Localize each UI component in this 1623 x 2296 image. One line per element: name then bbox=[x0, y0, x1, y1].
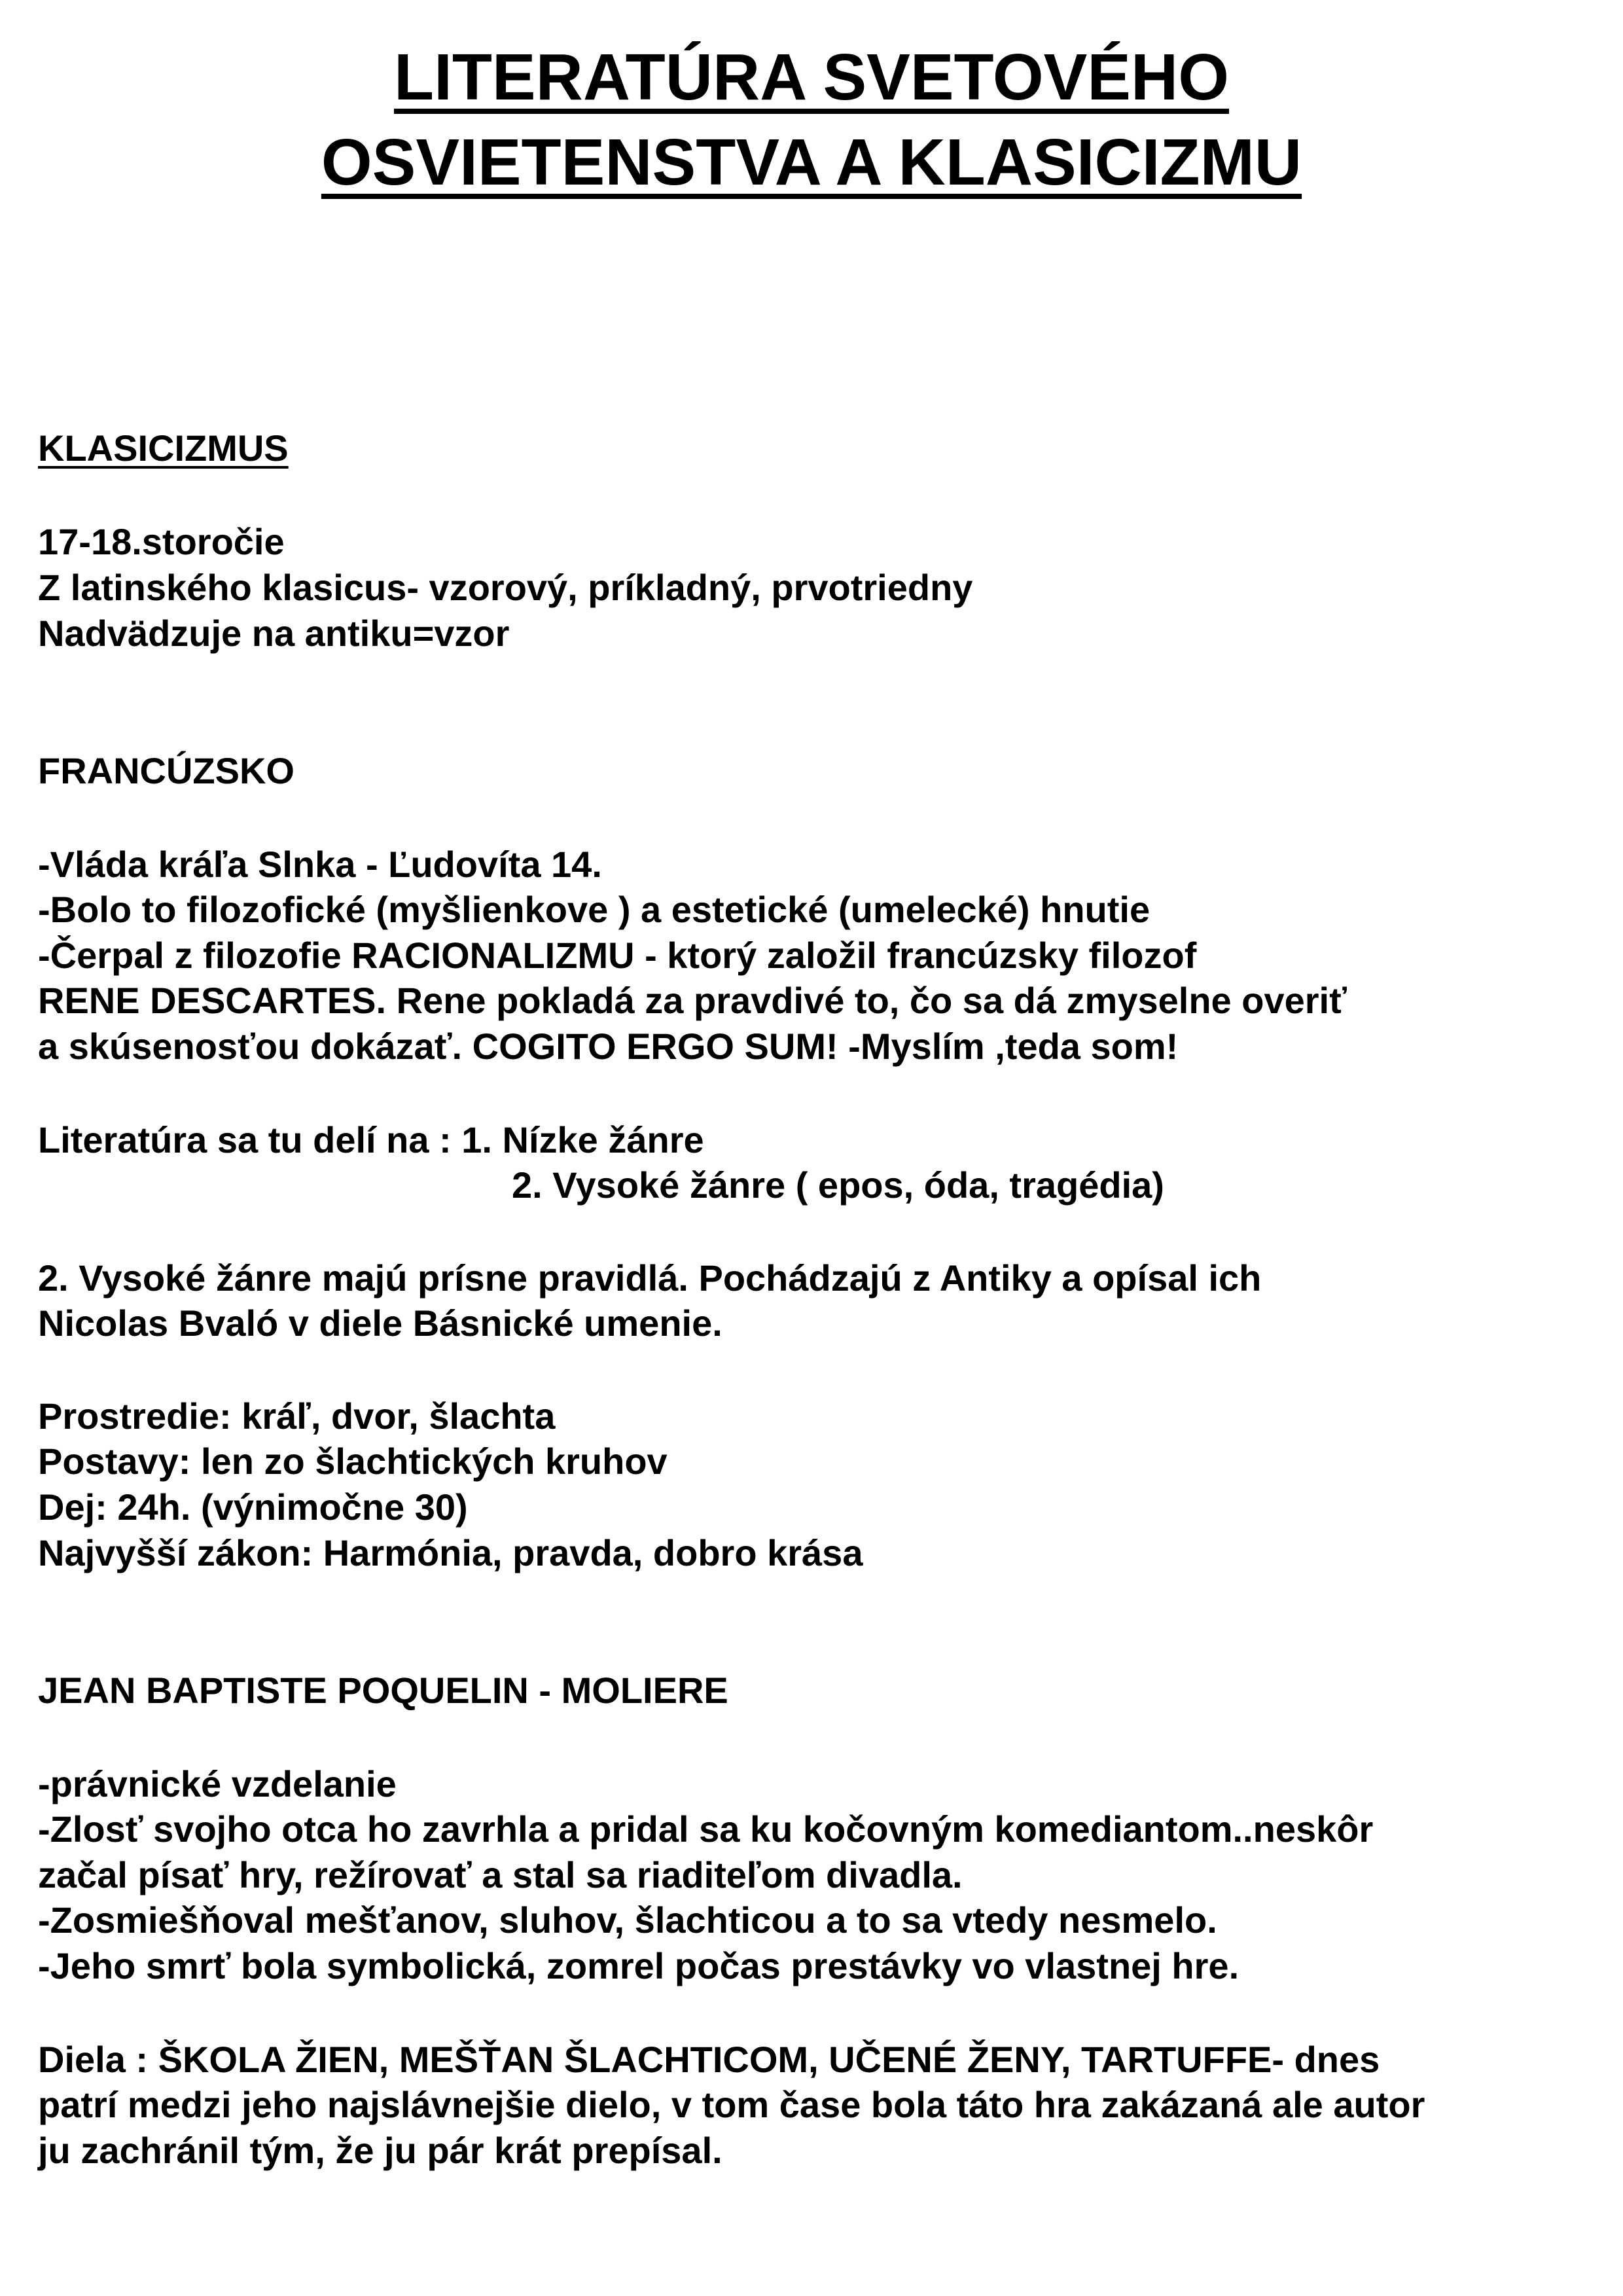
works-line: Diela : ŠKOLA ŽIEN, MEŠŤAN ŠLACHTICOM, UČENÉ ŽENY, TARTUFFE- dnes bbox=[38, 2039, 1380, 2080]
section-heading-moliere: JEAN BAPTISTE POQUELIN - MOLIERE bbox=[38, 1670, 728, 1711]
rules-line: Postavy: len zo šlachtických kruhov bbox=[38, 1441, 668, 1482]
francuzsko-line: a skúsenosťou dokázať. COGITO ERGO SUM! -Myslím ,teda som! bbox=[38, 1026, 1179, 1067]
works-line: patrí medzi jeho najslávnejšie dielo, v tom čase bola táto hra zakázaná ale autor bbox=[38, 2084, 1425, 2125]
francuzsko-line: -Bolo to filozofické (myšlienkove ) a estetické (umelecké) hnutie bbox=[38, 889, 1150, 930]
genres-intro: Literatúra sa tu delí na : 1. Nízke žánre bbox=[38, 1119, 704, 1160]
document-title-line-1: LITERATÚRA SVETOVÉHO bbox=[393, 41, 1230, 114]
francuzsko-line: -Vláda kráľa Slnka - Ľudovíta 14. bbox=[38, 844, 602, 885]
works-line: ju zachránil tým, že ju pár krát prepísal. bbox=[38, 2130, 722, 2171]
klasicizmus-line: Nadvädzuje na antiku=vzor bbox=[38, 613, 510, 654]
francuzsko-line: RENE DESCARTES. Rene pokladá za pravdivé to, čo sa dá zmyselne overiť bbox=[38, 980, 1347, 1021]
section-heading-klasicizmus: KLASICIZMUS bbox=[38, 427, 289, 469]
rules-line: Najvyšší zákon: Harmónia, pravda, dobro krása bbox=[38, 1532, 863, 1573]
klasicizmus-line: Z latinského klasicus- vzorový, príkladný, prvotriedny bbox=[38, 567, 973, 608]
section-heading-francuzsko: FRANCÚZSKO bbox=[38, 750, 294, 791]
moliere-line: -Zlosť svojho otca ho zavrhla a pridal sa ku kočovným komediantom..neskôr bbox=[38, 1808, 1374, 1850]
moliere-line: -Zosmiešňoval mešťanov, sluhov, šlachticou a to sa vtedy nesmelo. bbox=[38, 1899, 1217, 1941]
genres-second: 2. Vysoké žánre ( epos, óda, tragédia) bbox=[512, 1164, 1164, 1206]
moliere-line: začal písať hry, režírovať a stal sa riaditeľom divadla. bbox=[38, 1854, 963, 1895]
high-genres-line: 2. Vysoké žánre majú prísne pravidlá. Pochádzajú z Antiky a opísal ich bbox=[38, 1257, 1262, 1299]
high-genres-line: Nicolas Bvaló v diele Básnické umenie. bbox=[38, 1302, 722, 1344]
document-title-line-2: OSVIETENSTVA A KLASICIZMU bbox=[321, 126, 1302, 199]
moliere-line: -Jeho smrť bola symbolická, zomrel počas prestávky vo vlastnej hre. bbox=[38, 1945, 1240, 1986]
klasicizmus-line: 17-18.storočie bbox=[38, 521, 285, 562]
rules-line: Dej: 24h. (výnimočne 30) bbox=[38, 1486, 468, 1528]
francuzsko-line: -Čerpal z filozofie RACIONALIZMU - ktorý založil francúzsky filozof bbox=[38, 935, 1197, 976]
rules-line: Prostredie: kráľ, dvor, šlachta bbox=[38, 1395, 556, 1437]
moliere-line: -právnické vzdelanie bbox=[38, 1763, 397, 1804]
